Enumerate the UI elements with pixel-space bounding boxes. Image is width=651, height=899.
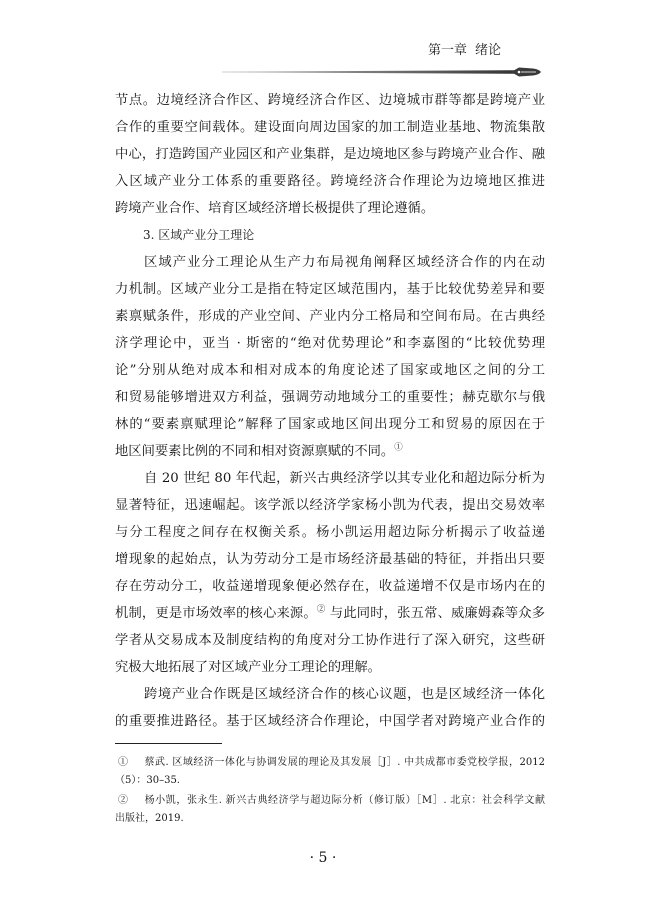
text-line: 素禀赋条件，形成的产业空间、产业内分工格局和空间布局。在古典经 (115, 309, 545, 324)
footnote-ref-2: ② (316, 604, 326, 615)
line-text: 机制，更是市场效率的核心来源。 (115, 606, 317, 621)
footnote-line (115, 792, 545, 810)
line-text: 地区间要素比例的不同和相对资源禀赋的不同。 (115, 444, 395, 459)
footnote-ref-1: ① (394, 442, 403, 453)
footnote-line: 出版社，2019. (115, 813, 184, 824)
text-line: 林的“要素禀赋理论”解释了国家或地区间出现分工和贸易的原因在于 (115, 417, 545, 432)
text-line: 的重要推进路径。基于区域经济合作理论，中国学者对跨境产业合作的 (115, 714, 545, 729)
text-line: 入区域产业分工体系的重要路径。跨境经济合作理论为边境地区推进 (115, 174, 545, 189)
text-line: 显著特征，迅速崛起。该学派以经济学家杨小凯为代表，提出交易效率 (115, 498, 545, 513)
text-line: 与分工程度之间存在权衡关系。杨小凯运用超边际分析揭示了收益递 (115, 525, 545, 540)
footnote-1 (115, 754, 545, 790)
text-line: 增现象的起始点，认为劳动分工是市场经济最基础的特征，并指出只要 (115, 552, 545, 567)
footnote-line (115, 754, 545, 772)
text-line: 区域产业分工理论从生产力布局视角阐释区域经济合作的内在动 (144, 255, 545, 270)
footnote-separator (115, 743, 222, 744)
running-head (428, 42, 501, 60)
text-line: 节点。边境经济合作区、跨境经济合作区、边境城市群等都是跨境产业 (115, 93, 545, 108)
text-line: 跨境产业合作既是区域经济合作的核心议题，也是区域经济一体化 (144, 687, 545, 702)
rule-line (222, 70, 515, 74)
text-line: 自 20 世纪 80 年代起，新兴古典经济学以其专业化和超边际分析为 (144, 471, 545, 486)
text-line: 存在劳动分工，收益递增现象便必然存在，收益递增不仅是市场内在的 (115, 579, 545, 594)
footnote-line: （5）：30–35. (115, 775, 180, 786)
footnote-text: 杨小凯，张永生. 新兴古典经济学与超边际分析（修订版）［M］. 北京：社会科学文献 (144, 795, 545, 806)
text-line (115, 600, 545, 627)
chapter-label: 第一章 (428, 43, 468, 58)
pen-ornament-icon (511, 68, 541, 77)
text-line: 力机制。区域产业分工是指在特定区域范围内，基于比较优势差异和要 (115, 282, 545, 297)
paragraph-4 (115, 681, 545, 735)
text-line: 论”分别从绝对成本和相对成本的角度论述了国家或地区之间的分工 (115, 363, 545, 378)
text-line: 济学理论中，亚当 · 斯密的“绝对优势理论”和李嘉图的“比较优势理 (115, 336, 545, 351)
chapter-title: 绪论 (475, 43, 502, 58)
section-heading: 3. 区域产业分工理论 (143, 228, 255, 242)
header-rule (215, 60, 545, 84)
text-line: 究极大地拓展了对区域产业分工理论的理解。 (115, 660, 381, 675)
text-line (115, 438, 545, 465)
footnote-2 (115, 792, 545, 828)
text-line: 合作的重要空间载体。建设面向周边国家的加工制造业基地、物流集散 (115, 120, 545, 135)
text-line: 和贸易能够增进双方利益，强调劳动地域分工的重要性；赫克歇尔与俄 (115, 390, 545, 405)
footnotes (115, 754, 545, 828)
paragraph-1 (115, 87, 545, 222)
text-line: 中心，打造跨国产业园区和产业集群，是边境地区参与跨境产业合作、融 (115, 147, 545, 162)
footnote-mark: ② (118, 795, 129, 806)
line-text: 与此同时，张五常、威廉姆森等众多 (325, 606, 545, 621)
footnote-text: 蔡武. 区域经济一体化与协调发展的理论及其发展［J］. 中共成都市委党校学报，2012 (144, 757, 545, 768)
paragraph-3 (115, 465, 545, 681)
footnote-mark: ① (118, 757, 129, 768)
page-number: · 5 · (309, 850, 337, 866)
body-text (115, 87, 545, 735)
paragraph-2 (115, 249, 545, 465)
text-line: 学者从交易成本及制度结构的角度对分工协作进行了深入研究，这些研 (115, 633, 545, 648)
text-line: 跨境产业合作、培育区域经济增长极提供了理论遵循。 (115, 201, 435, 216)
